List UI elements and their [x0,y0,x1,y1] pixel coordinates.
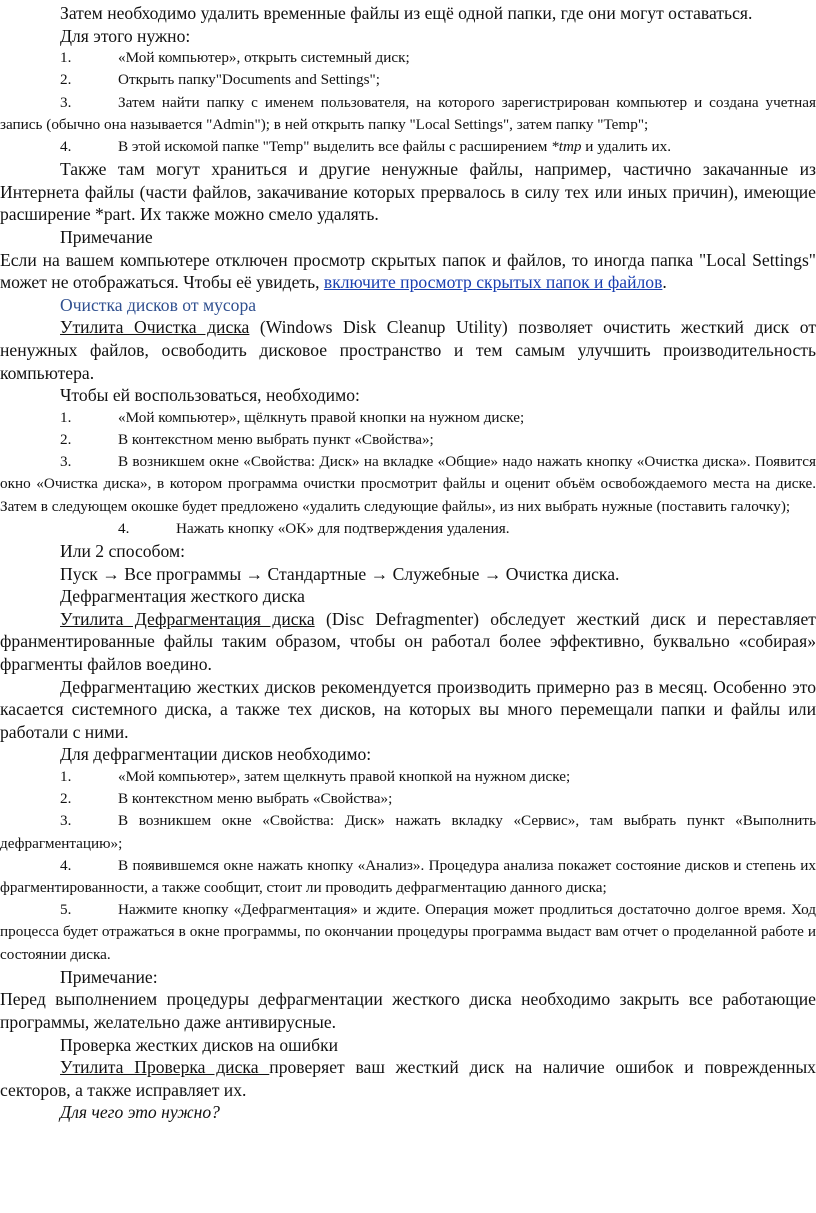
note-paragraph [0,249,816,294]
list3-item-4 [0,855,816,899]
defrag-description: (Disc Defragmenter) обследует жесткий диск и переставляет франментированные файлы таким образом, чтобы он работал более эффективно, буквально «собирая» фрагменты файлов воедино. [0,608,816,674]
list-number: 5. [60,901,72,919]
defrag-recommendation: Дефрагментацию жестких дисков рекомендуется производить примерно раз в месяц. Особенно это касается системного диска, а также тех дисков, на которых вы много перемещали папки и файлы или работали с ними. [0,676,816,742]
list-number: 3. [60,812,72,830]
section-heading-cleanup: Очистка дисков от мусора [60,294,257,315]
hidden-files-link[interactable]: включите просмотр скрытых папок и файлов [323,272,663,293]
tmp-extension: *tmp [551,138,582,155]
list2-item-2 [0,429,816,451]
list1-item-2 [0,69,816,91]
list2-item-1 [0,407,816,429]
or-second-way: Или 2 способом: [60,540,185,561]
list-text: Нажмите кнопку «Дефрагментация» и ждите. Операция может продлиться достаточно долгое время. Ход процесса будет отражаться в окне программы, по окончании процедуры программа выдаст вам отчет о проделанной работе и состоянии диска. [0,901,816,963]
list-text: «Мой компьютер», открыть системный диск; [118,49,410,67]
list-number: 1. [60,767,72,785]
list-text: В возникшем окне «Свойства: Диск» нажать вкладку «Сервис», там выбрать пункт «Выполнить дефрагментацию»; [0,812,816,852]
list2-item-4 [0,518,816,540]
list-number: 3. [60,93,72,111]
list-text: В возникшем окне «Свойства: Диск» на вкладке «Общие» надо нажать кнопку «Очистка диска». Появится окно «Очистка диска», в котором программа очистки просмотрит файлы и оценит объём освобождаемого места на диске. Затем в следующем окошке будет предложено «удалить следующие файлы», из них выбрать нужные (поставить галочку); [0,453,816,515]
defrag-utility-name: Утилита Дефрагментация диска [60,608,315,629]
list-text: В контекстном меню выбрать пункт «Свойства»; [118,430,434,448]
list-text: «Мой компьютер», щёлкнуть правой кнопки на нужном диске; [118,408,525,426]
check-utility-name: Утилита Проверка диска [60,1057,270,1078]
list-number: 2. [60,71,72,89]
list3-item-3 [0,810,816,854]
list-text: «Мой компьютер», затем щелкнуть правой кнопкой на нужном диске; [118,767,571,785]
list-number: 4. [60,138,72,155]
section-heading-defrag: Дефрагментация жесткого диска [60,586,305,607]
list-text: Затем найти папку с именем пользователя, на которого зарегистрирован компьютер и создана учетная запись (обычно она называется "Admin"); в ней открыть папку "Local Settings", затем папку "Temp"; [0,93,816,133]
also-paragraph: Также там могут храниться и другие ненужные файлы, например, частично закачанные из Интернета файлы (части файлов, закачивание которых прервалось в силу тех или иных причин), имеющие расширение *part. Их также можно смело удалять. [0,159,816,225]
menu-path: Пуск → Все программы → Стандартные → Служебные → Очистка диска. [60,563,620,584]
cleanup-need: Чтобы ей воспользоваться, необходимо: [60,385,360,406]
list1-item-1 [0,47,816,69]
note2-title: Примечание: [60,966,158,987]
list-text: В контекстном меню выбрать «Свойства»; [118,790,393,808]
list-text: Нажать кнопку «ОК» для подтверждения удаления. [176,519,510,537]
list-number: 2. [60,430,72,448]
list2-item-3 [0,451,816,518]
intro-paragraph: Затем необходимо удалить временные файлы из ещё одной папки, где они могут оставаться. [60,3,753,23]
list-number: 4. [118,519,130,537]
list-number: 3. [60,453,72,471]
list-number: 1. [60,408,72,426]
list1-item-4 [0,136,816,158]
list1-item-3 [0,92,816,136]
list3-item-1 [0,766,816,788]
note2-paragraph: Перед выполнением процедуры дефрагментации жесткого диска необходимо закрыть все работающие программы, желательно даже антивирусные. [0,989,816,1032]
defrag-need: Для дефрагментации дисков необходимо: [60,744,372,765]
note-title: Примечание [60,226,153,247]
note-text: Если на вашем компьютере отключен просмотр скрытых папок и файлов, то иногда папка "Local Settings" может не отображаться. Чтобы её увидеть, [0,249,816,293]
list-number: 2. [60,790,72,808]
defrag-paragraph [0,608,816,676]
check-paragraph [0,1056,816,1101]
list-number: 1. [60,49,72,67]
cleanup-utility-name: Утилита Очистка диска [60,317,250,338]
cleanup-description: (Windows Disk Cleanup Utility) позволяет очистить жесткий диск от ненужных файлов, освободить дисковое пространство и тем самым улучшить производительность компьютера. [0,317,816,383]
list-text: Открыть папку"Documents and Settings"; [118,71,380,89]
list-intro: Для этого нужно: [60,25,191,46]
list3-item-5 [0,899,816,966]
list3-item-2 [0,788,816,810]
section-heading-check: Проверка жестких дисков на ошибки [60,1034,339,1055]
why-question: Для чего это нужно? [60,1102,220,1123]
note-text-end: . [662,272,667,293]
cleanup-paragraph [0,316,816,384]
list-text: В появившемся окне нажать кнопку «Анализ». Процедура анализа покажет состояние дисков и степень их фрагментированности, а также сообщит, стоит ли проводить дефрагментацию данного диска; [0,856,816,896]
check-description: проверяет ваш жесткий диск на наличие ошибок и поврежденных секторов, а также исправляет их. [0,1057,816,1100]
list-number: 4. [60,856,72,874]
list-text-end: и удалить их. [581,138,672,155]
list-text: В этой искомой папке "Temp" выделить все файлы с расширением [118,138,552,155]
